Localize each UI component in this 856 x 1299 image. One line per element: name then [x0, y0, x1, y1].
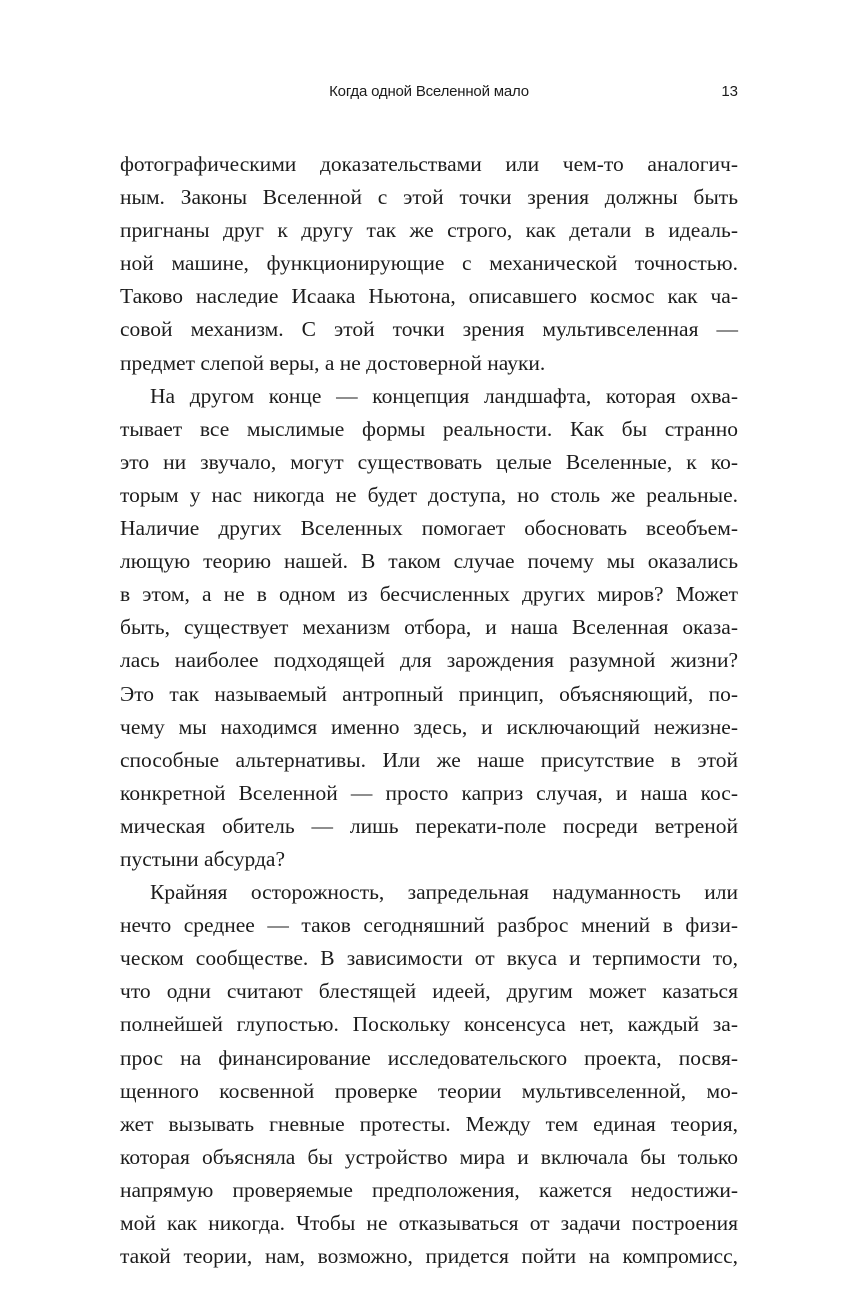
- text-line: тывает все мыслимые формы реальности. Как бы странно: [120, 416, 738, 441]
- text-line: что одни считают блестящей идеей, другим может казаться: [120, 979, 738, 1004]
- paragraph-first-line: Крайняя осторожность, запредельная надуманность или: [150, 880, 738, 905]
- text-line: фотографическими доказательствами или чем-то аналогич-: [120, 152, 738, 176]
- text-line: щенного косвенной проверке теории мультивселенной, мо-: [120, 1078, 738, 1103]
- text-line: чему мы находимся именно здесь, и исключающий нежизне-: [120, 714, 738, 739]
- page-number: 13: [721, 83, 738, 100]
- text-line: это ни звучало, могут существовать целые Вселенные, к ко-: [120, 449, 738, 474]
- text-line: в этом, а не в одном из бесчисленных других миров? Может: [120, 582, 738, 607]
- text-line: ной машине, функционирующие с механической точностью.: [120, 251, 738, 276]
- text-line: предмет слепой веры, а не достоверной науки.: [120, 350, 546, 375]
- text-line: прос на финансирование исследовательского проекта, посвя-: [120, 1045, 738, 1070]
- running-title: Когда одной Вселенной мало: [329, 83, 529, 100]
- text-line: такой теории, нам, возможно, придется пойти на компромисс,: [120, 1244, 738, 1269]
- text-line: Таково наследие Исаака Ньютона, описавшего космос как ча-: [120, 284, 738, 309]
- text-line: напрямую проверяемые предположения, кажется недостижи-: [120, 1177, 738, 1202]
- text-line: торым у нас никогда не будет доступа, но столь же реальные.: [120, 482, 738, 507]
- text-line: Наличие других Вселенных помогает обосновать всеобъем-: [120, 516, 738, 541]
- text-line: пустыни абсурда?: [120, 846, 286, 871]
- text-line: Это так называемый антропный принцип, объясняющий, по-: [120, 681, 738, 706]
- text-line: пригнаны друг к другу так же строго, как детали в идеаль-: [120, 218, 738, 243]
- running-head: [120, 80, 738, 104]
- text-line: ческом сообществе. В зависимости от вкуса и терпимости то,: [120, 946, 738, 971]
- text-line: мой как никогда. Чтобы не отказываться от задачи построения: [120, 1211, 738, 1235]
- text-line: лась наиболее подходящей для зарождения разумной жизни?: [120, 648, 738, 673]
- text-line: нечто среднее — таков сегодняшний разброс мнений в физи-: [120, 913, 738, 938]
- text-line: совой механизм. С этой точки зрения мультивселенная —: [120, 317, 738, 342]
- text-line: быть, существует механизм отбора, и наша Вселенная оказа-: [120, 615, 738, 640]
- text-line: которая объясняла бы устройство мира и включала бы только: [120, 1144, 738, 1169]
- text-line: способные альтернативы. Или же наше присутствие в этой: [120, 747, 738, 772]
- text-line: ным. Законы Вселенной с этой точки зрения должны быть: [120, 185, 738, 210]
- paragraph-first-line: На другом конце — концепция ландшафта, которая охва-: [150, 383, 738, 408]
- text-line: жет вызывать гневные протесты. Между тем единая теория,: [120, 1111, 738, 1136]
- body-text: [120, 148, 738, 1273]
- text-line: лющую теорию нашей. В таком случае почему мы оказались: [120, 549, 738, 574]
- text-line: полнейшей глупостью. Поскольку консенсуса нет, каждый за-: [120, 1012, 738, 1037]
- text-line: конкретной Вселенной — просто каприз случая, и наша кос-: [120, 780, 738, 805]
- text-line: мическая обитель — лишь перекати-поле посреди ветреной: [120, 813, 738, 838]
